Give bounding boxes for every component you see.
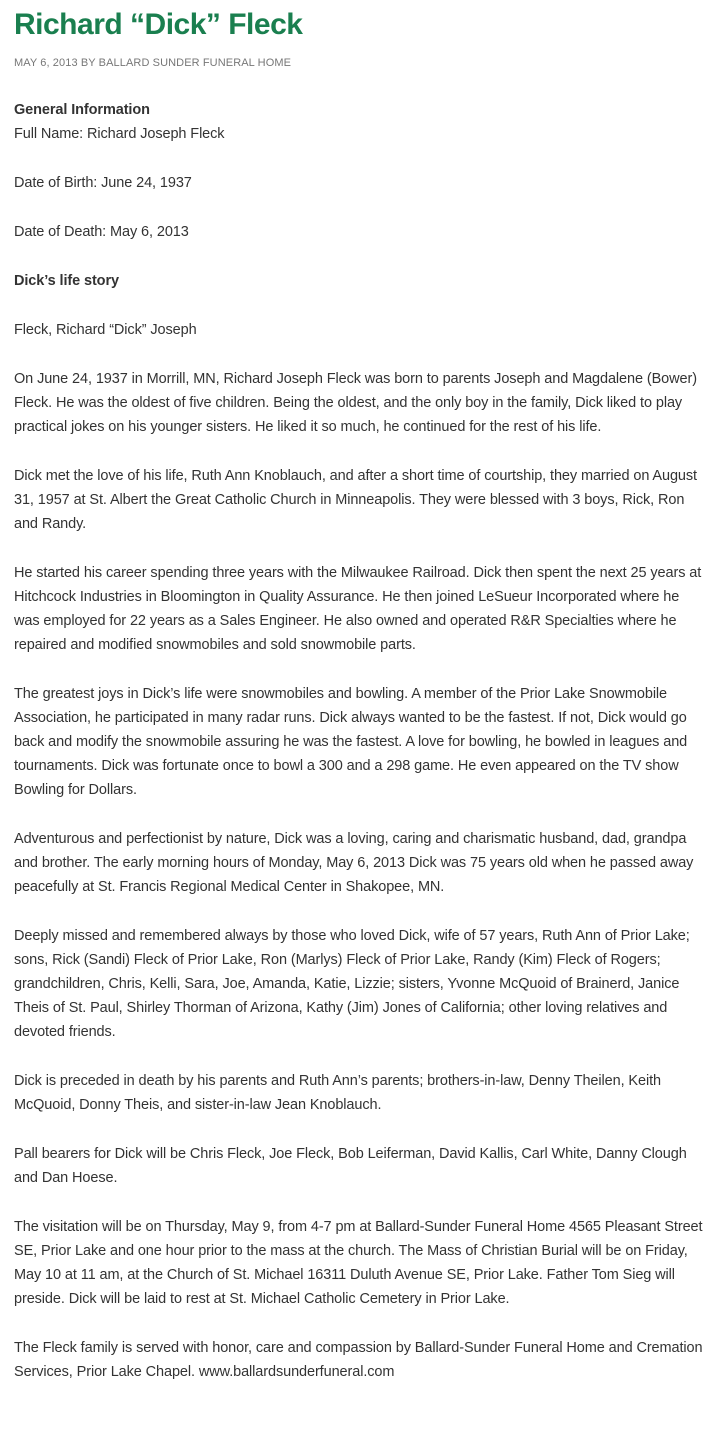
full-name: Full Name: Richard Joseph Fleck xyxy=(14,126,225,142)
life-story-paragraph: The greatest joys in Dick’s life were snowmobiles and bowling. A member of the Prior Lake Snowmobile Association, he participated in many radar runs. Dick always wanted to be the fastest. If not, Dick would go back and modify the snowmobile assuring he was the fastest. A love for bowling, he bowled in leagues and tournaments. Dick was fortunate once to bowl a 300 and a 298 game. He even appeared on the TV show Bowling for Dollars. xyxy=(14,686,688,798)
page-title: Richard “Dick” Fleck xyxy=(14,8,303,41)
life-story-paragraph: Pall bearers for Dick will be Chris Fleck, Joe Fleck, Bob Leiferman, David Kallis, Carl White, Danny Clough and Dan Hoese. xyxy=(14,1146,687,1186)
general-information xyxy=(14,98,705,146)
life-story-paragraph: On June 24, 1937 in Morrill, MN, Richard Joseph Fleck was born to parents Joseph and Magdalene (Bower) Fleck. He was the oldest of five children. Being the oldest, and the only boy in the family, Dick liked to play practical jokes on his younger sisters. He liked it so much, he continued for the rest of his life. xyxy=(14,371,697,435)
life-story-heading-text: Dick’s life story xyxy=(14,273,119,289)
date-of-death: Date of Death: May 6, 2013 xyxy=(14,224,189,240)
life-story-paragraph: He started his career spending three years with the Milwaukee Railroad. Dick then spent the next 25 years at Hitchcock Industries in Bloomington in Quality Assurance. He then joined LeSueur Incorporated where he was employed for 22 years as a Sales Engineer. He also owned and operated R&R Specialties where he repaired and modified snowmobiles and sold snowmobile parts. xyxy=(14,565,702,653)
life-story-paragraph: Dick met the love of his life, Ruth Ann Knoblauch, and after a short time of courtship, they married on August 31, 1957 at St. Albert the Great Catholic Church in Minneapolis. They were blessed with 3 boys, Rick, Ron and Randy. xyxy=(14,468,697,532)
life-story-paragraph: The visitation will be on Thursday, May 9, from 4-7 pm at Ballard-Sunder Funeral Home 4565 Pleasant Street SE, Prior Lake and one hour prior to the mass at the church. The Mass of Christian Burial will be on Friday, May 10 at 11 am, at the Church of St. Michael 16311 Duluth Avenue SE, Prior Lake. Father Tom Sieg will preside. Dick will be laid to rest at St. Michael Catholic Cemetery in Prior Lake. xyxy=(14,1219,703,1307)
date-of-birth: Date of Birth: June 24, 1937 xyxy=(14,175,192,191)
life-story-paragraph: Deeply missed and remembered always by those who loved Dick, wife of 57 years, Ruth Ann of Prior Lake; sons, Rick (Sandi) Fleck of Prior Lake, Ron (Marlys) Fleck of Prior Lake, Randy (Kim) Fleck of Rogers; grandchildren, Chris, Kelli, Sara, Joe, Amanda, Katie, Lizzie; sisters, Yvonne McQuoid of Brainerd, Janice Theis of St. Paul, Shirley Thorman of Arizona, Kathy (Jim) Jones of California; other loving relatives and devoted friends. xyxy=(14,928,690,1040)
life-story-paragraph: The Fleck family is served with honor, care and compassion by Ballard-Sunder Funeral Home and Cremation Services, Prior Lake Chapel. www.ballardsunderfuneral.com xyxy=(14,1340,703,1380)
general-information-heading: General Information xyxy=(14,102,150,118)
life-story-paragraph: Dick is preceded in death by his parents and Ruth Ann’s parents; brothers-in-law, Denny Theilen, Keith McQuoid, Donny Theis, and sister-in-law Jean Knoblauch. xyxy=(14,1073,661,1113)
article-content xyxy=(14,98,705,1384)
life-story-name: Fleck, Richard “Dick” Joseph xyxy=(14,322,197,338)
life-story-heading xyxy=(14,269,705,293)
post-meta: MAY 6, 2013 BY BALLARD SUNDER FUNERAL HOME xyxy=(14,57,292,69)
life-story-paragraph: Adventurous and perfectionist by nature, Dick was a loving, caring and charismatic husband, dad, grandpa and brother. The early morning hours of Monday, May 6, 2013 Dick was 75 years old when he passed away peacefully at St. Francis Regional Medical Center in Shakopee, MN. xyxy=(14,831,694,895)
